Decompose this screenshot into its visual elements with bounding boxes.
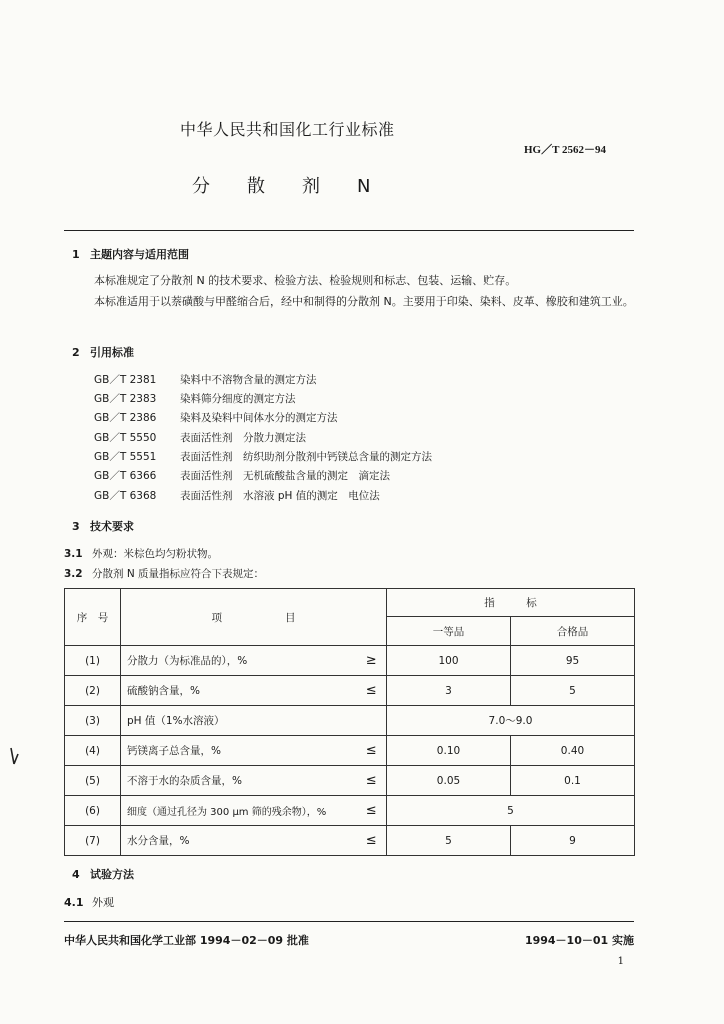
table-header-row [65,589,635,617]
reference-title: 染料及染料中间体水分的测定方法 [180,412,338,424]
reference-code: GB／T 5551 [94,451,157,463]
reference-item [94,372,317,387]
row-qualified: 95 [511,646,635,676]
section-title: 引用标准 [90,346,134,359]
clause-text: 外观：米棕色均匀粉状物。 [92,548,218,560]
section-title: 试验方法 [90,868,134,881]
row-symbol [357,706,387,736]
row-seq: (4) [65,736,121,766]
row-item: 钙镁离子总含量，% [121,736,357,766]
row-qualified: 9 [511,826,635,856]
row-symbol: ≤ [357,766,387,796]
row-first-grade: 0.05 [387,766,511,796]
reference-title: 表面活性剂 分散力测定法 [180,432,306,444]
quality-spec-table [64,588,635,856]
footer-divider [64,921,634,922]
reference-code: GB／T 2386 [94,412,157,424]
row-item: 细度（通过孔径为 300 μm 筛的残余物），% [121,796,357,826]
header-index: 指 标 [387,589,635,617]
reference-item [94,449,432,464]
reference-code: GB／T 2383 [94,393,157,405]
section-number: 3 [72,520,80,533]
section-title: 主题内容与适用范围 [90,248,189,261]
reference-code: GB／T 6366 [94,470,157,482]
row-symbol: ≤ [357,676,387,706]
row-symbol: ≥ [357,646,387,676]
paragraph: 本标准规定了分散剂 N 的技术要求、检验方法、检验规则和标志、包装、运输、贮存。 [94,274,517,287]
pen-mark-icon [8,744,22,768]
reference-title: 表面活性剂 纺织助剂分散剂中钙镁总含量的测定方法 [180,451,432,463]
section-4-heading [72,866,134,882]
standard-org-header: 中华人民共和国化工行业标准 [180,120,395,139]
table-row [65,796,635,826]
reference-code: GB／T 2381 [94,374,157,386]
row-seq: (1) [65,646,121,676]
section-3-heading [72,518,134,534]
section-number: 2 [72,346,80,359]
reference-item [94,468,390,483]
row-symbol: ≤ [357,826,387,856]
table-row [65,706,635,736]
header-qualified: 合格品 [511,617,635,646]
table-row [65,766,635,796]
title-char: N [357,176,371,197]
approval-line: 中华人民共和国化学工业部 1994－02－09 批准 [64,934,309,947]
reference-title: 表面活性剂 无机硫酸盐含量的测定 滴定法 [180,470,390,482]
reference-title: 表面活性剂 水溶液 pH 值的测定 电位法 [180,490,380,502]
row-item: 水分含量，% [121,826,357,856]
reference-code: GB／T 6368 [94,490,157,502]
reference-title: 染料中不溶物含量的测定方法 [180,374,317,386]
clause-title: 外观 [92,896,114,909]
clause-3-2 [64,566,264,581]
row-seq: (5) [65,766,121,796]
row-seq: (2) [65,676,121,706]
section-number: 1 [72,248,80,261]
title-char: 散 [247,176,265,197]
table-row [65,826,635,856]
top-divider [64,230,634,231]
clause-number: 3.2 [64,568,83,580]
row-symbol: ≤ [357,736,387,766]
clause-number: 4.1 [64,896,84,909]
reference-item [94,391,296,406]
row-qualified: 5 [511,676,635,706]
row-first-grade: 5 [387,826,511,856]
row-seq: (3) [65,706,121,736]
reference-item [94,488,380,503]
reference-item [94,430,306,445]
row-symbol: ≤ [357,796,387,826]
row-item: 不溶于水的杂质含量，% [121,766,357,796]
section-title: 技术要求 [90,520,134,533]
row-qualified: 0.1 [511,766,635,796]
reference-title: 染料筛分细度的测定方法 [180,393,296,405]
clause-text: 分散剂 N 质量指标应符合下表规定： [92,568,265,580]
section-1-heading [72,246,189,262]
row-first-grade: 100 [387,646,511,676]
document-title [192,172,407,198]
header-seq: 序 号 [65,589,121,646]
table-row [65,646,635,676]
section-2-heading [72,344,134,360]
row-merged-value: 5 [387,796,635,826]
table-row [65,736,635,766]
page-number: 1 [617,956,624,967]
row-item: 分散力（为标准品的），% [121,646,357,676]
clause-4-1 [64,894,114,910]
row-first-grade: 3 [387,676,511,706]
paragraph: 本标准适用于以萘磺酸与甲醛缩合后，经中和制得的分散剂 N。主要用于印染、染料、皮革、橡胶和建筑工业。 [94,295,634,308]
row-seq: (6) [65,796,121,826]
section-1-body [72,270,634,312]
clause-number: 3.1 [64,548,83,560]
table-row [65,676,635,706]
row-merged-value: 7.0～9.0 [387,706,635,736]
title-char: 分 [192,176,210,197]
row-qualified: 0.40 [511,736,635,766]
clause-3-1 [64,546,218,561]
row-item: pH 值（1%水溶液） [121,706,357,736]
reference-code: GB／T 5550 [94,432,157,444]
effective-date-line: 1994－10－01 实施 [524,934,634,947]
standard-code: HG／T 2562－94 [523,144,606,156]
header-item: 项 目 [121,589,387,646]
title-char: 剂 [302,176,320,197]
row-item: 硫酸钠含量，% [121,676,357,706]
header-first-grade: 一等品 [387,617,511,646]
reference-item [94,410,338,425]
row-seq: (7) [65,826,121,856]
section-number: 4 [72,868,80,881]
row-first-grade: 0.10 [387,736,511,766]
